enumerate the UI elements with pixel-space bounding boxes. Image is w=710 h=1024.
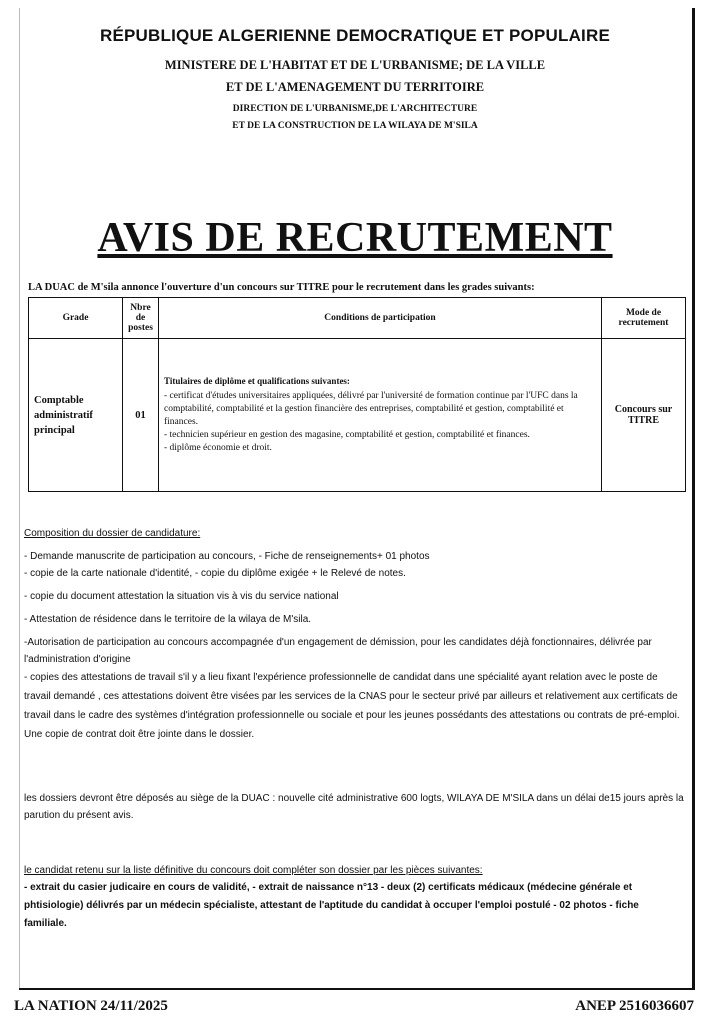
dossier-item: - Demande manuscrite de participation au concours, - Fiche de renseignements+ 01 photos (24, 551, 430, 562)
header-direction: DIRECTION DE L'URBANISME,DE L'ARCHITECTURE (232, 104, 478, 114)
final-title: le candidat retenu sur la liste définitive du concours doit compléter son dossier par les pièces suivantes: (24, 865, 483, 876)
footer-newspaper: LA NATION 24/11/2025 (14, 998, 168, 1014)
cell-mode: Concours sur TITRE (602, 339, 686, 492)
header-postes: Nbre de postes (123, 298, 159, 339)
header-grade: Grade (29, 298, 123, 339)
header-ministry-cont: ET DE L'AMENAGEMENT DU TERRITOIRE (225, 80, 485, 94)
dossier-item: - copie de la carte nationale d'identité, - copie du diplôme exigée + le Relevé de notes. (24, 568, 406, 579)
recruitment-table (28, 297, 686, 492)
header-republic: RÉPUBLIQUE ALGERIENNE DEMOCRATIQUE ET POPULAIRE (100, 26, 610, 45)
final-section (24, 862, 684, 933)
final-text: - extrait du casier judicaire en cours de validité, - extrait de naissance n°13 - deux (2) certificats médicaux (médecine générale et phtisiologie) délivrés par un médecin spécialiste, attestant de l'aptitude du candidat à occuper l'emploi postulé - 02 photos - fiche familiale. (24, 882, 639, 929)
cell-postes: 01 (123, 339, 159, 492)
footer-anep-ref: ANEP 2516036607 (575, 998, 694, 1014)
table-row (29, 339, 686, 492)
page-frame (19, 8, 695, 990)
dossier-item: - copies des attestations de travail s'il y a lieu fixant l'expérience professionnelle de candidat dans une spécialité ayant relation avec le poste de travail demandé , ces attestations doivent être visées par les services de la CNAS pour le secteur privé par ailleurs et relativement aux certificats de travail dans le cadre des systèmes d'intégration professionnelle ou sociale et pour les jeunes possédants des attestations ou contrats de pré-emploi. Une copie de contrat doit être jointe dans le dossier. (24, 672, 680, 740)
page-title: AVIS DE RECRUTEMENT (97, 215, 613, 262)
header-ministry: MINISTERE DE L'HABITAT ET DE L'URBANISME; DE LA VILLE (164, 58, 546, 72)
dossier-item: -Autorisation de participation au concours accompagnée d'un engagement de démission, pour les candidates déjà fonctionnaires, délivrée par l'administration d'origine (24, 637, 652, 665)
table-header-row (29, 298, 686, 339)
dossier-section (24, 525, 684, 744)
conditions-heading: Titulaires de diplôme et qualifications suivantes: (164, 376, 350, 386)
cell-grade: Comptable administratif principal (29, 339, 123, 492)
dossier-item: - Attestation de résidence dans le territoire de la wilaya de M'sila. (24, 614, 312, 625)
header-conditions: Conditions de participation (159, 298, 602, 339)
dossier-item: - copie du document attestation la situation vis à vis du service national (24, 591, 339, 602)
intro-text: LA DUAC de M'sila annonce l'ouverture d'un concours sur TITRE pour le recrutement dans les grades suivants: (28, 282, 535, 293)
depot-text: les dossiers devront être déposés au siège de la DUAC : nouvelle cité administrative 600 logts, WILAYA DE M'SILA dans un délai de15 jours après la parution du présent avis. (24, 793, 684, 821)
condition-item: - diplôme économie et droit. (164, 443, 272, 453)
condition-item: - certificat d'études universitaires appliquées, délivré par l'université de formation continue par l'UFC dans la comptabilité, comptabilité et la gestion financière des entreprises, comptabilité et gestion, comptabilité et finances. (164, 391, 578, 427)
dossier-title: Composition du dossier de candidature: (24, 528, 201, 539)
cell-conditions (159, 339, 602, 492)
footer-divider (19, 988, 694, 990)
header-direction-cont: ET DE LA CONSTRUCTION DE LA WILAYA DE M'SILA (232, 121, 478, 131)
condition-item: - technicien supérieur en gestion des magasine, comptabilité et gestion, comptabilité et finances. (164, 430, 530, 440)
header-mode: Mode de recrutement (602, 298, 686, 339)
